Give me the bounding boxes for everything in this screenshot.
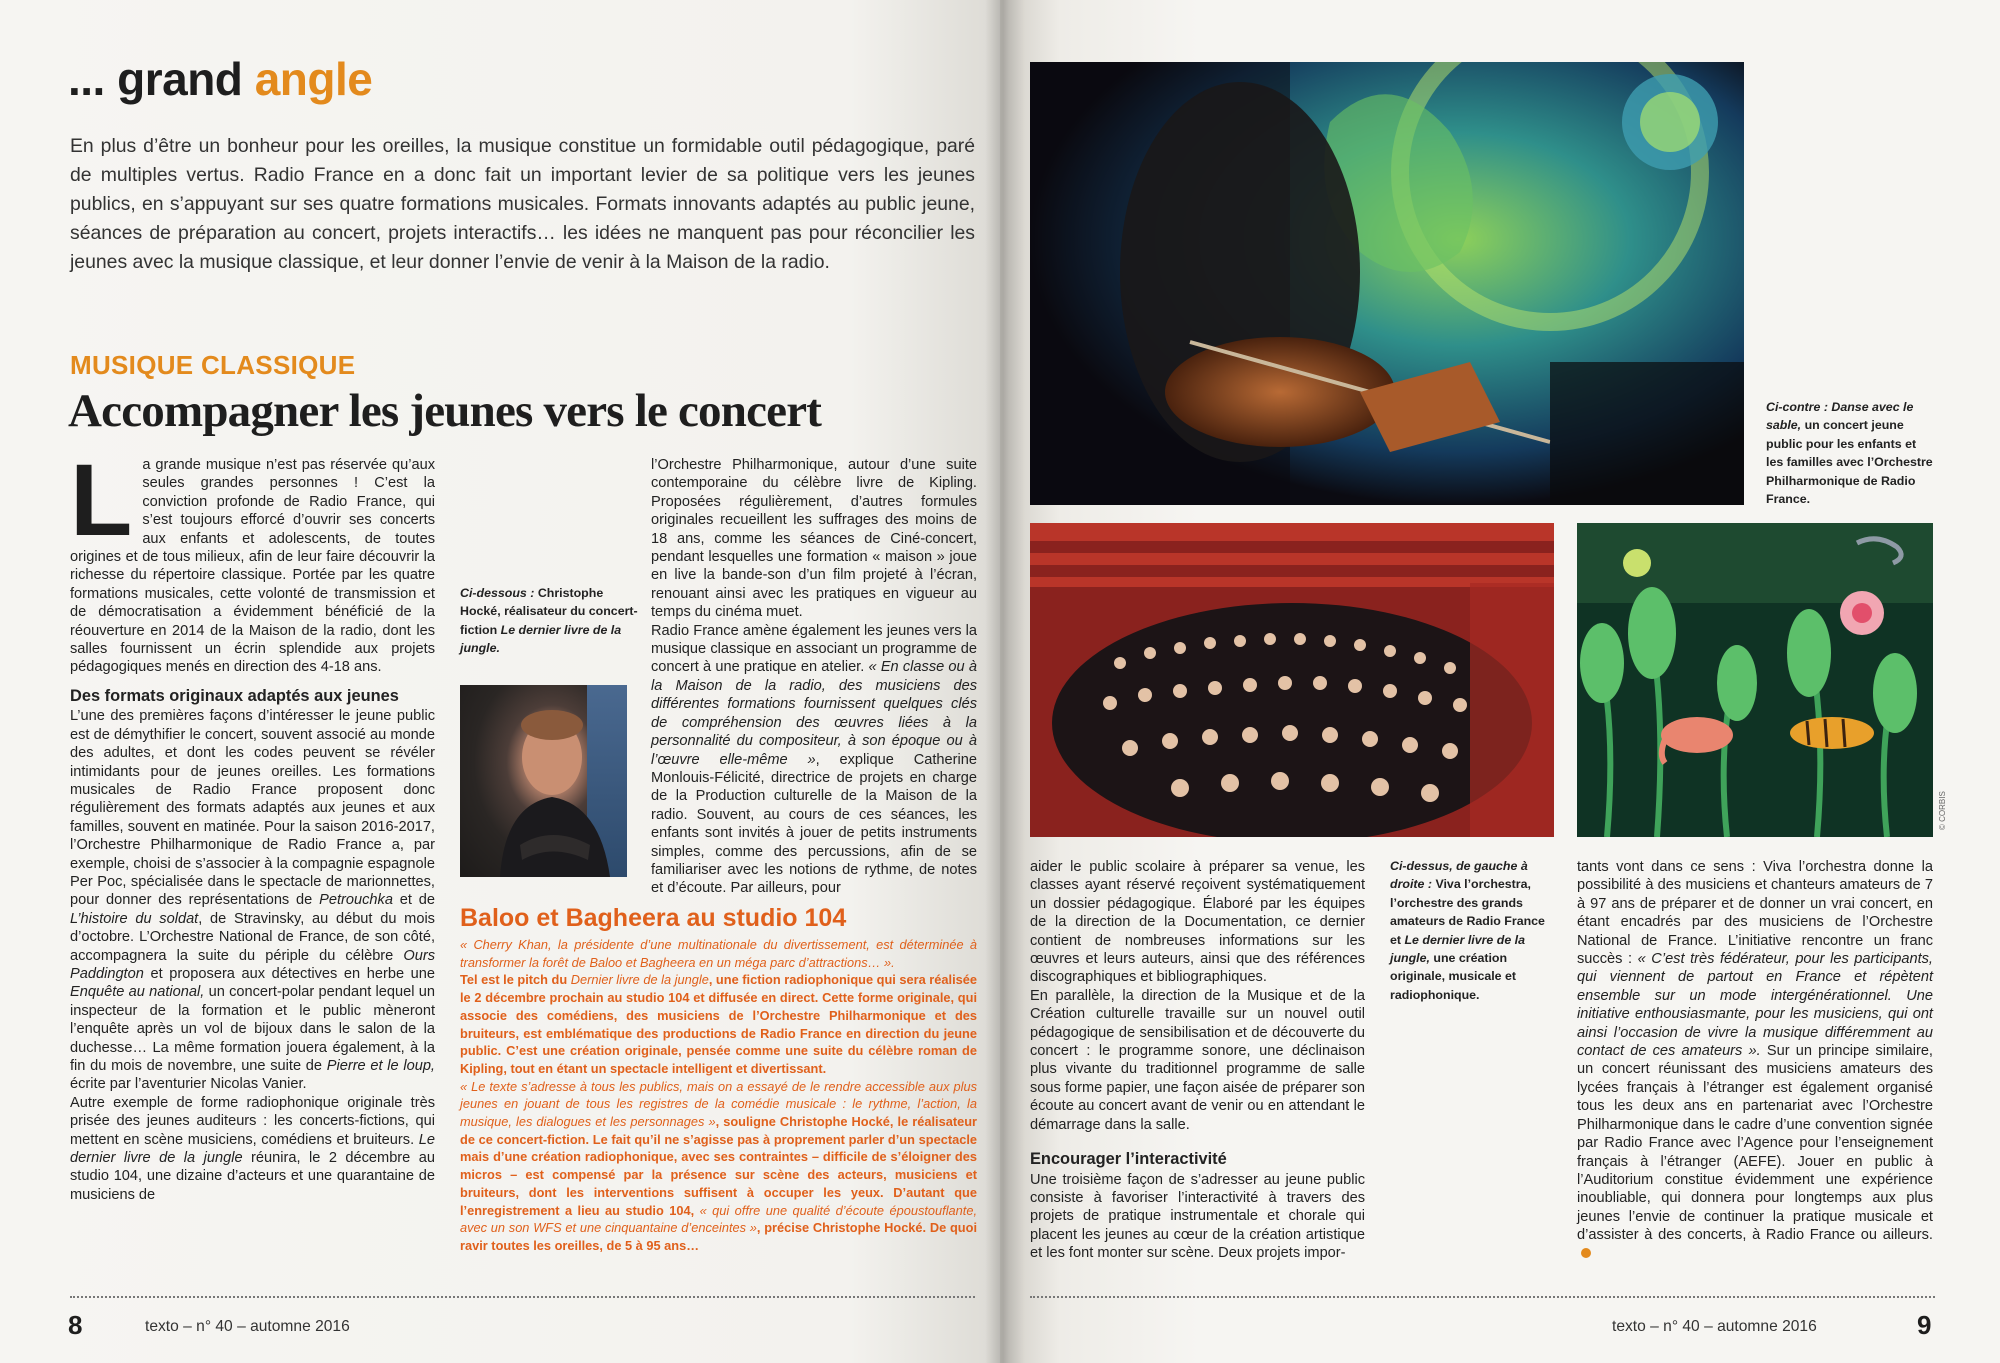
portrait-photo	[460, 685, 627, 877]
page-number: 8	[68, 1310, 83, 1340]
portrait-caption: Ci-dessous : Christophe Hocké, réalisateur du concert-fiction Le dernier livre de la jungle.	[460, 586, 638, 656]
col2-paragraph-2: Radio France amène également les jeunes vers la musique classique en associant un programme de concert à une pratique en atelier. « En classe ou à la Maison de la radio, des musiciens des différentes formations fournissent quelques clés de compréhension des œuvres liées à la personnalité du compositeur, à son époque ou à l’œuvre elle-même », explique Catherine Monlouis-Félicité, directrice de projets en charge de la Production culturelle de la Maison de la radio. Souvent, au cours de ces séances, les enfants sont invités à jouer de petits instruments simples, comme des percussions, afin de se familiariser avec les notions de rythme, de notes et d’écoute. Par ailleurs, pour	[651, 622, 977, 897]
dropcap: L	[70, 443, 133, 557]
photo-credit: © CORBIS	[1938, 791, 1947, 830]
sidebar-box-text: « Cherry Khan, la présidente d’une multinationale du divertissement, est déterminée à transformer la forêt de Baloo et Bagheera en un méga parc d’attractions… ». Tel est le pitch du Dernier livre de la jungle, une fiction radiophonique qui sera réalisée le 2 décembre prochain au studio 104 et diffusée en direct. Cette forme originale, qui associe des comédiens, des musiciens de l’Orchestre Philharmonique et des bruiteurs, est emblématique des productions de Radio France en direction du jeune public. C’est une création originale, pensée comme une suite du célèbre roman de Kipling, tout en étant un spectacle intelligent et divertissant. « Le texte s’adresse à tous les publics, mais on a essayé de le rendre accessible aux plus jeunes en jouant de tous les registres de la comédie musicale : le rythme, l’action, la musique, les dialogues et les personnages », souligne Christophe Hocké, le réalisateur de ce concert-fiction. Le fait qu’il ne s’agisse pas à proprement parler d’un spectacle mais d’une création radiophonique, avec ses contraintes – difficile de s’éloigner des micros – est compensé par la présence sur scène des acteurs, musiciens et bruiteurs, dont les interventions suffisent à occuper les yeux. D’autant que l’enregistrement a lieu au studio 104, « qui offre une qualité d’écoute époustouflante, avec un son WFS et une cinquantaine d’enceintes », précise Christophe Hocké. De quoi ravir toutes les oreilles, de 5 à 95 ans…	[460, 937, 978, 1253]
rcol1-paragraph-2: En parallèle, la direction de la Musique et de la Création culturelle travaille sur un nouvel outil pédagogique de sensibilisation et de découverte du concert : le programme sonore, une déclinaison plus vivante du traditionnel programme de salle sous forme papier, une façon aisée de préparer son écoute au concert avant de venir ou en attendant le démarrage dans la salle.	[1030, 987, 1365, 1133]
rcol2-paragraph-1: tants vont dans ce sens : Viva l’orchestra donne la possibilité à des musiciens et chanteurs amateurs de 7 à 97 ans de préparer et de donner un vrai concert, en étant encadrés par des musiciens de l’Orchestre National de France. L’initiative rencontre un franc succès : « C’est très fédérateur, pour les participants, qui viennent de partout en France et répètent ensemble sur un mode intergénérationnel. Une initiative enthousiasmante, pour les musiciens, qui ont ainsi l’occasion de vivre la musique différemment au contact de ces amateurs ». Sur un principe similaire, un concert réunissant des musiciens amateurs des lycées français à l’étranger est également organisé tous les deux ans en partenariat avec l’Orchestre Philharmonique dans le cadre d’une convention signée par Radio France avec l’Agence pour l’enseignement français à l’étranger (AEFE). Jouer en public à l’Auditorium constitue évidemment une expérience inoubliable, qui donnera pour longtemps aux plus jeunes l’envie de continuer la pratique musicale et d’assister à des concerts, à Radio France ou ailleurs.	[1577, 858, 1933, 1263]
caption-violinist: Ci-contre : Danse avec le sable, un concert jeune public pour les enfants et les familles avec l’Orchestre Philharmonique de Radio France.	[1766, 400, 1933, 507]
orchestra-group-photo	[1030, 523, 1554, 837]
footer-rule-right	[1030, 1296, 1935, 1298]
page-number-right: 9	[1917, 1310, 1932, 1340]
headline: Accompagner les jeunes vers le concert	[68, 385, 822, 437]
section-title	[68, 52, 372, 106]
kicker: MUSIQUE CLASSIQUE	[70, 350, 356, 380]
article-column-2	[651, 456, 977, 898]
rcol1-paragraph-1: aider le public scolaire à préparer sa venue, les classes ayant réservé reçoivent systématiquement un dossier pédagogique. Élaboré par les équipes de la direction de la Documentation, ce dernier contient de nombreuses informations sur les œuvres et leurs auteurs, ainsi que des références discographiques et bibliographiques.	[1030, 859, 1365, 986]
caption-group-photos: Ci-dessus, de gauche à droite : Viva l’orchestra, l’orchestre des grands amateurs de Radio France et Le dernier livre de la jungle, une création originale, musicale et radiophonique.	[1390, 859, 1545, 1002]
footer-text-right: texto – n° 40 – automne 2016	[1612, 1318, 1817, 1335]
footer-text: texto – n° 40 – automne 2016	[145, 1318, 350, 1335]
col1-paragraph-1: a grande musique n’est pas réservée qu’aux seules grandes personnes ! C’est la conviction profonde de Radio France, qui s’est toujours efforcé d’ouvrir ses concerts aux enfants et adolescents, de toutes origines et de tous milieux, afin de leur faire découvrir la richesse du répertoire classique. Portée par les quatre formations musicales, cette volonté de transmission et de démocratisation a évidemment bénéficié de la réouverture en 2014 de la Maison de la radio, dont les salles fournissent un écrin splendide aux projets pédagogiques menés en direction des 4-18 ans.	[70, 457, 435, 676]
col2-paragraph-1: l’Orchestre Philharmonique, autour d’une suite contemporaine du célèbre livre de Kipling. Proposées régulièrement, d’autres formules originales recueillent les suffrages des moins de 18 ans, comme les séances de Ciné-concert, pendant lesquelles une formation « maison » joue en live la bande-son d’un film projeté à l’écran, renouant ainsi avec les pratiques en vigueur au temps du cinéma muet.	[651, 457, 977, 621]
section-title-main: ... grand	[68, 53, 243, 105]
right-page	[1000, 0, 2000, 1363]
jungle-illustration	[1577, 523, 1933, 837]
section-title-accent: angle	[254, 53, 373, 105]
col1-paragraph-3: Autre exemple de forme radiophonique originale très prisée des jeunes auditeurs : les concerts-fictions, qui mettent en scène musiciens, comédiens et bruiteurs. Le dernier livre de la jungle réunira, le 2 décembre au studio 104, une dizaine d’acteurs et une quarantaine de musiciens de	[70, 1094, 436, 1203]
rcol1-paragraph-3: Une troisième façon de s’adresser au jeune public consiste à favoriser l’interactivité à travers des projets de pratique instrumentale et chorale qui placent les jeunes au cœur de la création artistique et les font monter sur scène. Deux projets impor-	[1030, 1171, 1365, 1262]
article-column-1	[70, 443, 436, 1204]
box-title: Baloo et Bagheera au studio 104	[460, 904, 847, 932]
end-mark-icon	[1581, 1248, 1591, 1258]
subhead-interactivite: Encourager l’interactivité	[1030, 1150, 1227, 1169]
col1-paragraph-2: L’une des premières façons d’intéresser le jeune public est de démythifier le concert, souvent associé au monde des adultes, et dont les codes peuvent se révéler intimidants pour de jeunes oreilles. Les formations musicales de Radio France proposent donc régulièrement des formats adaptés aux jeunes et aux familles, souvent en matinée. Pour la saison 2016-2017, l’Orchestre Philharmonique de Radio France a, par exemple, choisi de s’associer à la compagnie espagnole Per Poc, spécialisée dans le spectacle de marionnettes, pour donner des représentations de Petrouchka et de L’histoire du soldat, de Stravinsky, au début du mois d’octobre. L’Orchestre National de France, de son côté, accompagnera la suite du périple du célèbre Ours Paddington et proposera aux détectives en herbe une Enquête au national, un concert-polar pendant lequel un inspecteur de la formation et le public mèneront l’enquête après un vol de bijoux dans le salon de la duchesse… La même formation jouera également, à la fin du mois de novembre, une suite de Pierre et le loup, écrite par l’aventurier Nicolas Vanier.	[70, 708, 435, 1093]
footer-rule	[70, 1296, 975, 1298]
right-column-1	[1030, 858, 1365, 1263]
violinist-photo	[1030, 62, 1744, 505]
right-column-2	[1577, 858, 1933, 1263]
intro-paragraph: En plus d’être un bonheur pour les oreilles, la musique constitue un formidable outil pédagogique, paré de multiples vertus. Radio France en a donc fait un important levier de sa politique vers les jeunes publics, en s’appuyant sur ses quatre formations musicales. Formats innovants adaptés au public jeune, séances de préparation au concert, projets interactifs… les idées ne manquent pas pour réconcilier les jeunes avec la musique classique, et leur donner l’envie de venir à la Maison de la radio.	[70, 135, 975, 273]
subhead-formats: Des formats originaux adaptés aux jeunes	[70, 686, 399, 705]
